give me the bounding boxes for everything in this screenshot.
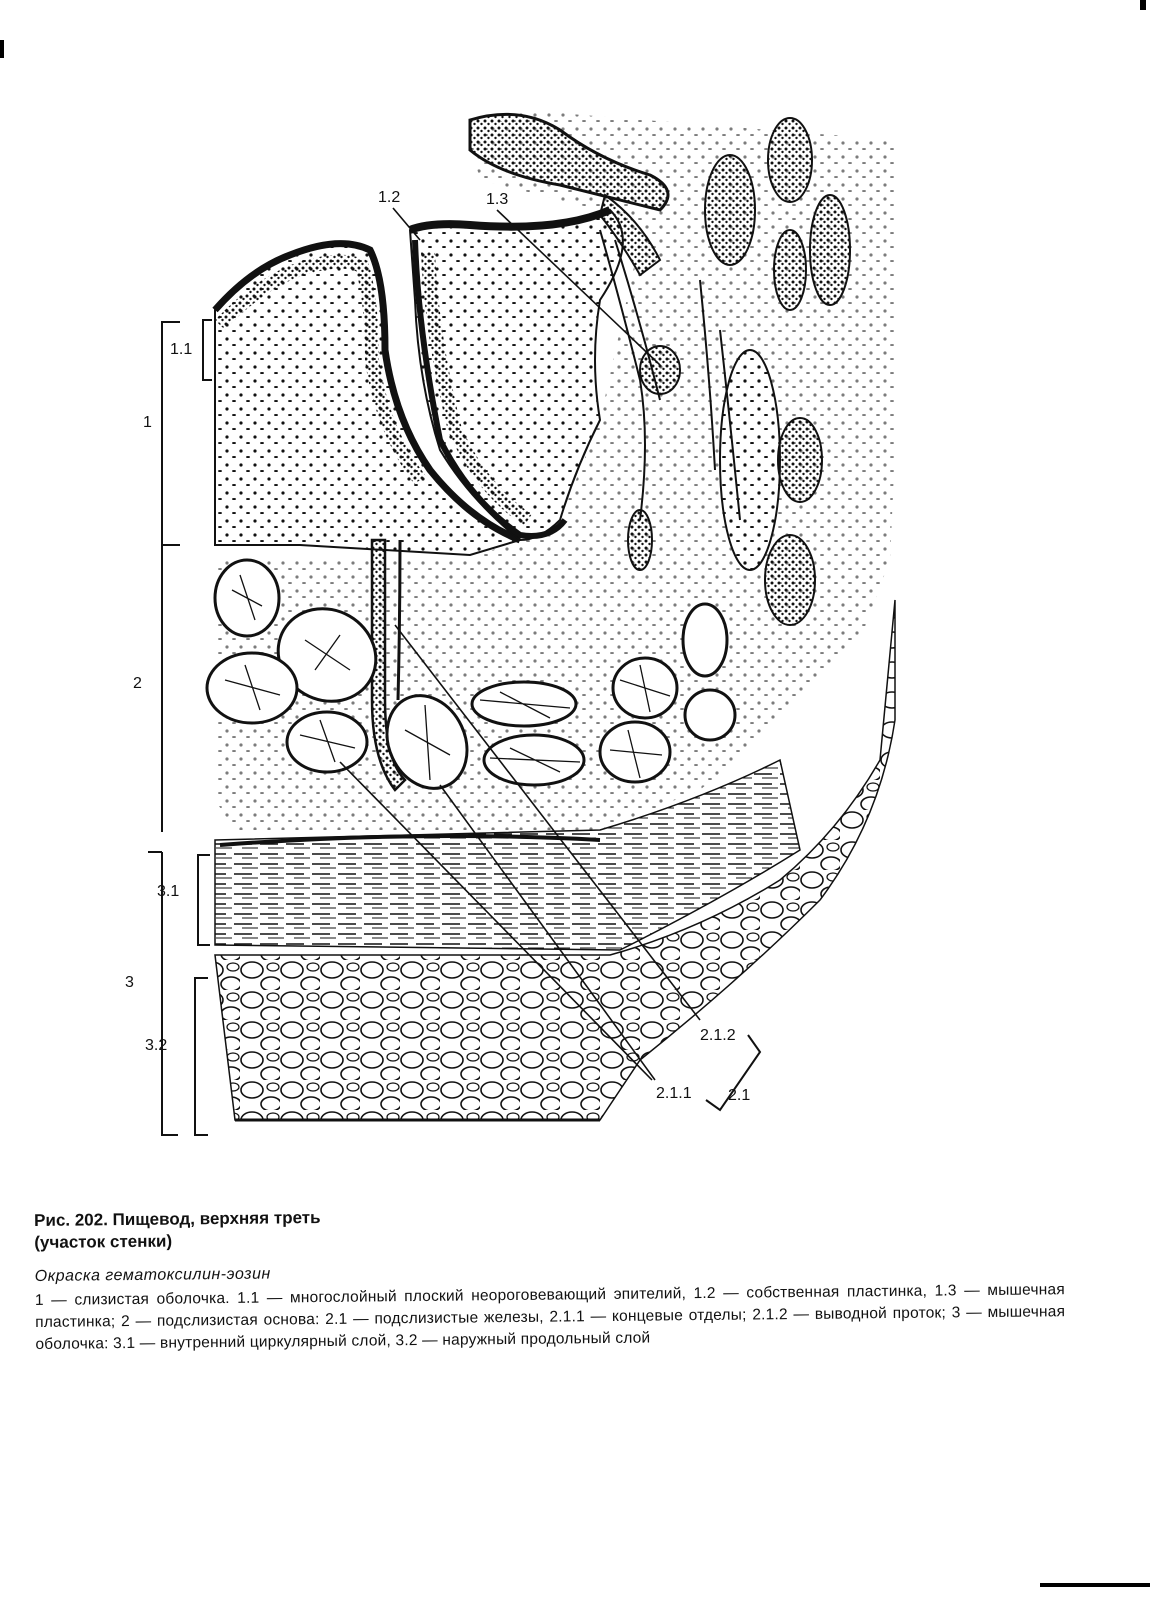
- bracket-1-1: [203, 320, 212, 380]
- label-3-1: 3.1: [157, 883, 180, 900]
- caption-stain: Окраска гематоксилин-эозин: [34, 1265, 271, 1285]
- label-2-1: 2.1: [728, 1087, 751, 1104]
- bracket-3-2: [195, 978, 208, 1135]
- label-2-1-2: 2.1.2: [700, 1027, 736, 1044]
- label-2: 2: [133, 675, 142, 692]
- caption-title-line1: Рис. 202. Пищевод, верхняя треть: [34, 1208, 321, 1230]
- label-3-2: 3.2: [145, 1037, 168, 1054]
- label-2-1-1: 2.1.1: [656, 1085, 692, 1102]
- label-3: 3: [125, 974, 134, 991]
- caption-legend: 1 — слизистая оболочка. 1.1 — многослойный плоский неороговевающий эпителий, 1.2 — собственная пластинка, 1.3 — мышечная пластинка; 2 — подслизистая основа: 2.1 — подслизистые железы, 2.1.1 — концевые отделы; 2.1.2 — выводной проток; 3 — мышечная оболочка: 3.1 — внутренний циркулярный слой, 3.2 — наружный продольный слой: [34, 1281, 1066, 1353]
- caption-title-line2: (участок стенки): [34, 1231, 173, 1252]
- bracket-3-1: [198, 855, 210, 945]
- label-1-2: 1.2: [378, 189, 401, 206]
- label-1: 1: [143, 414, 152, 431]
- figure-caption: [34, 1199, 1065, 1356]
- label-1-1: 1.1: [170, 341, 193, 358]
- label-1-3: 1.3: [486, 191, 509, 208]
